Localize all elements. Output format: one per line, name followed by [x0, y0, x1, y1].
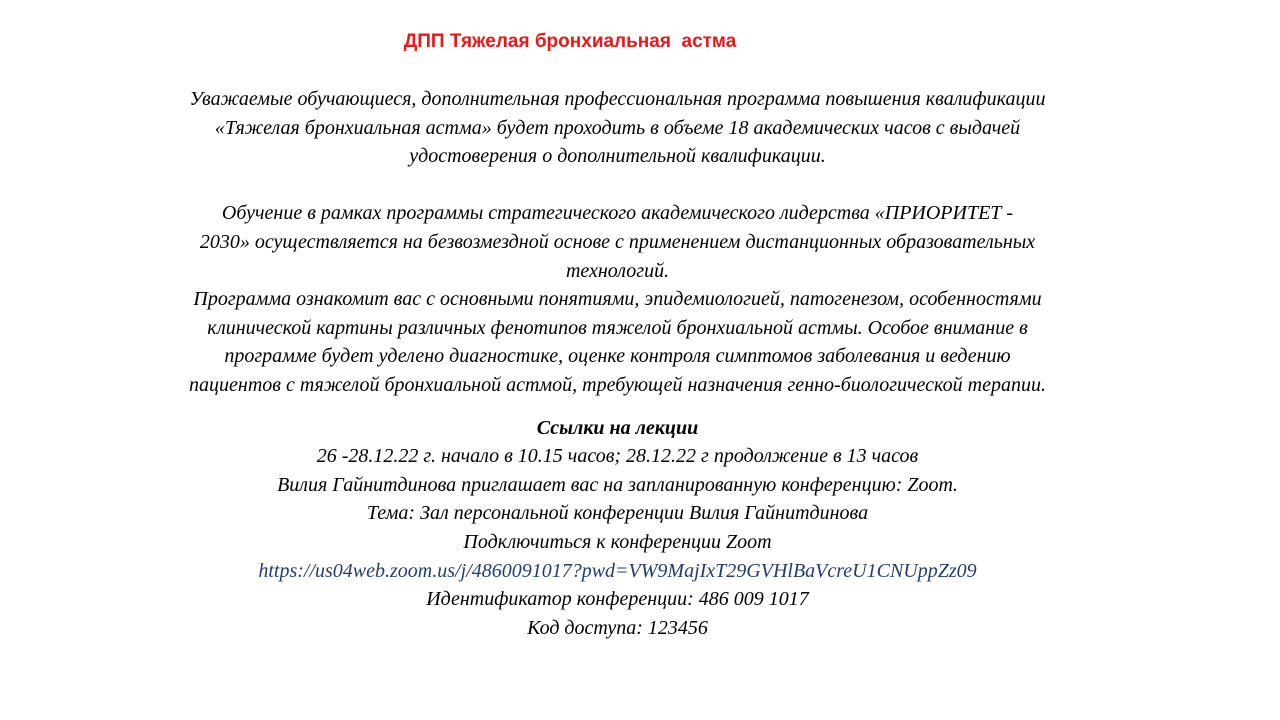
text-line: Обучение в рамках программы стратегического академического лидерства «ПРИОРИТЕТ -: [221, 202, 1014, 225]
lectures-heading: Ссылки на лекции: [536, 416, 699, 439]
program-description-paragraph: [75, 285, 1160, 399]
invitation-line: Вилия Гайнитдинова приглашает вас на запланированную конференцию: Zoom.: [277, 473, 958, 496]
zoom-meeting-link[interactable]: https://us04web.zoom.us/j/4860091017?pwd=VW9MajIxT29GVHlBaVcreU1CNUppZz09: [258, 559, 977, 582]
text-line: клинической картины различных фенотипов тяжелой бронхиальной астмы. Особое внимание в: [207, 316, 1028, 339]
priority-program-paragraph: [75, 199, 1160, 285]
intro-paragraph: [75, 85, 1160, 171]
lectures-section: [75, 414, 1160, 643]
slide-title: ДПП Тяжелая бронхиальная астма: [403, 31, 737, 52]
text-line: 2030» осуществляется на безвозмездной основе с применением дистанционных образовательных: [199, 230, 1036, 253]
join-label-line: Подключиться к конференции Zoom: [463, 530, 772, 553]
passcode-line: Код доступа: 123456: [527, 616, 708, 639]
text-line: пациентов с тяжелой бронхиальной астмой, требующей назначения генно-биологической терапии.: [189, 373, 1046, 396]
text-line: технологий.: [565, 259, 670, 282]
text-line: удостоверения о дополнительной квалификации.: [409, 145, 826, 168]
text-line: Программа ознакомит вас с основными понятиями, эпидемиологией, патогенезом, особенностями: [193, 288, 1042, 311]
meeting-id-line: Идентификатор конференции: 486 009 1017: [426, 588, 809, 611]
text-line: «Тяжелая бронхиальная астма» будет проходить в объеме 18 академических часов с выдачей: [214, 116, 1021, 139]
schedule-line: 26 -28.12.22 г. начало в 10.15 часов; 28.12.22 г продолжение в 13 часов: [316, 445, 919, 468]
slide-body: [75, 85, 1160, 642]
text-line: программе будет уделено диагностике, оценке контроля симптомов заболевания и ведению: [224, 345, 1011, 368]
text-line: Уважаемые обучающиеся, дополнительная профессиональная программа повышения квалификации: [189, 88, 1046, 110]
slide: [0, 30, 1280, 720]
topic-line: Тема: Зал персональной конференции Вилия Гайнитдинова: [366, 502, 869, 525]
